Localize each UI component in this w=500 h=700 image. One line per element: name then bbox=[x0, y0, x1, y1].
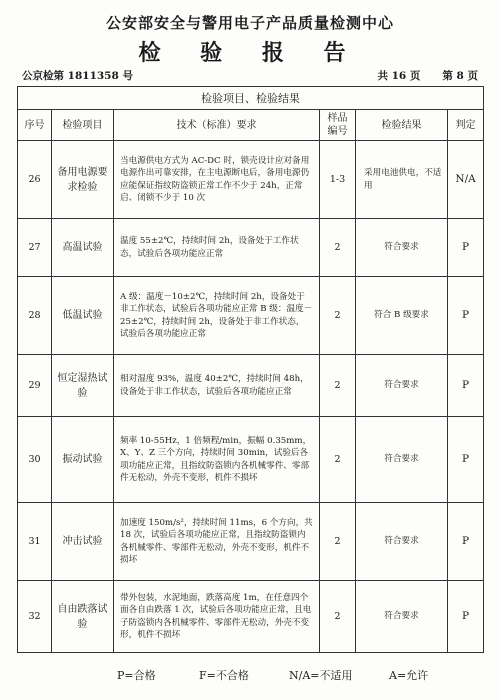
table-row bbox=[18, 141, 484, 219]
table-caption: 检验项目、检验结果 bbox=[18, 87, 484, 110]
col-header-item: 检验项目 bbox=[52, 110, 114, 141]
table-row bbox=[18, 277, 484, 355]
requirement-text: A 级：温度－10±2℃，持续时间 2h，设备处于非工作状态，试验后各项功能应正常 B 级：温度－25±2℃，持续时间 2h，设备处于非工作状态，试验后各项功能应正常 bbox=[114, 277, 320, 355]
judgement: P bbox=[448, 503, 484, 581]
legend-allowed: A=允许 bbox=[389, 669, 429, 682]
test-result: 符合要求 bbox=[356, 417, 448, 503]
report-number: 公京检第 1811358 号 bbox=[22, 70, 133, 82]
sample-number: 2 bbox=[320, 355, 356, 417]
sample-number: 2 bbox=[320, 417, 356, 503]
sample-number: 2 bbox=[320, 277, 356, 355]
test-item: 恒定湿热试验 bbox=[52, 355, 114, 417]
table-row bbox=[18, 581, 484, 653]
sample-number: 2 bbox=[320, 581, 356, 653]
judgement: P bbox=[448, 581, 484, 653]
sample-number: 1-3 bbox=[320, 141, 356, 219]
legend-not-applicable: N/A=不适用 bbox=[289, 669, 353, 682]
table-header-row bbox=[18, 110, 484, 141]
test-result: 采用电池供电，不适用 bbox=[356, 141, 448, 219]
organization-name: 公安部安全与警用电子产品质量检测中心 bbox=[105, 14, 394, 32]
legend-pass: P=合格 bbox=[117, 669, 156, 682]
requirement-text: 带外包装，水泥地面，跌落高度 1m，在任意四个面各自由跌落 1 次，试验后各项功能应正常，且电子防盗锁内各机械零件、零部件无松动，外壳不变形，机件不损坏 bbox=[114, 581, 320, 653]
judgement: P bbox=[448, 355, 484, 417]
test-item: 备用电源要求检验 bbox=[52, 141, 114, 219]
table-row bbox=[18, 355, 484, 417]
table-row bbox=[18, 219, 484, 277]
table-row bbox=[18, 417, 484, 503]
judgement: P bbox=[448, 219, 484, 277]
results-table bbox=[17, 86, 484, 653]
requirement-text: 加速度 150m/s²，持续时间 11ms，6 个方向，共 18 次，试验后各项功能应正常，且指纹防盗锁内各机械零件、零部件无松动，外壳不变形，机件不损坏 bbox=[114, 503, 320, 581]
row-number: 31 bbox=[18, 503, 52, 581]
judgement: N/A bbox=[448, 141, 484, 219]
requirement-text: 相对湿度 93%，温度 40±2℃，持续时间 48h，设备处于非工作状态，试验后各项功能应正常 bbox=[114, 355, 320, 417]
requirement-text: 频率 10-55Hz，1 倍频程/min，振幅 0.35mm，X、Y、Z 三个方向，持续时间 30min，试验后各项功能应正常，且指纹防盗锁内各机械零件、零部件无松动，外壳不变形，机件不损坏 bbox=[114, 417, 320, 503]
test-item: 自由跌落试验 bbox=[52, 581, 114, 653]
test-result: 符合 B 级要求 bbox=[356, 277, 448, 355]
row-number: 32 bbox=[18, 581, 52, 653]
col-header-sample: 样品编号 bbox=[320, 110, 356, 141]
row-number: 27 bbox=[18, 219, 52, 277]
test-item: 冲击试验 bbox=[52, 503, 114, 581]
page-number: 第 8 页 bbox=[442, 70, 478, 82]
row-number: 29 bbox=[18, 355, 52, 417]
test-result: 符合要求 bbox=[356, 219, 448, 277]
test-result: 符合要求 bbox=[356, 355, 448, 417]
sample-number: 2 bbox=[320, 219, 356, 277]
total-pages: 共 16 页 bbox=[377, 70, 421, 82]
page-info bbox=[355, 68, 478, 83]
test-result: 符合要求 bbox=[356, 503, 448, 581]
report-title: 检 验 报 告 bbox=[138, 40, 362, 66]
row-number: 26 bbox=[18, 141, 52, 219]
judgement: P bbox=[448, 277, 484, 355]
row-number: 28 bbox=[18, 277, 52, 355]
legend-fail: F=不合格 bbox=[199, 669, 249, 682]
judgement-legend bbox=[17, 667, 483, 685]
test-item: 振动试验 bbox=[52, 417, 114, 503]
col-header-no: 序号 bbox=[18, 110, 52, 141]
requirement-text: 温度 55±2℃，持续时间 2h，设备处于工作状态，试验后各项功能应正常 bbox=[114, 219, 320, 277]
row-number: 30 bbox=[18, 417, 52, 503]
sample-number: 2 bbox=[320, 503, 356, 581]
test-item: 低温试验 bbox=[52, 277, 114, 355]
col-header-result: 检验结果 bbox=[356, 110, 448, 141]
col-header-requirement: 技术（标准）要求 bbox=[114, 110, 320, 141]
report-meta bbox=[22, 68, 478, 82]
test-result: 符合要求 bbox=[356, 581, 448, 653]
judgement: P bbox=[448, 417, 484, 503]
table-row bbox=[18, 503, 484, 581]
test-item: 高温试验 bbox=[52, 219, 114, 277]
col-header-judgement: 判定 bbox=[448, 110, 484, 141]
requirement-text: 当电源供电方式为 AC-DC 时，锁壳设计应对备用电源作出可靠安排，在主电源断电后，备用电源仍应能保证指纹防盗锁正常工作不少于 24h，正常启、闭锁不少于 10 次 bbox=[114, 141, 320, 219]
